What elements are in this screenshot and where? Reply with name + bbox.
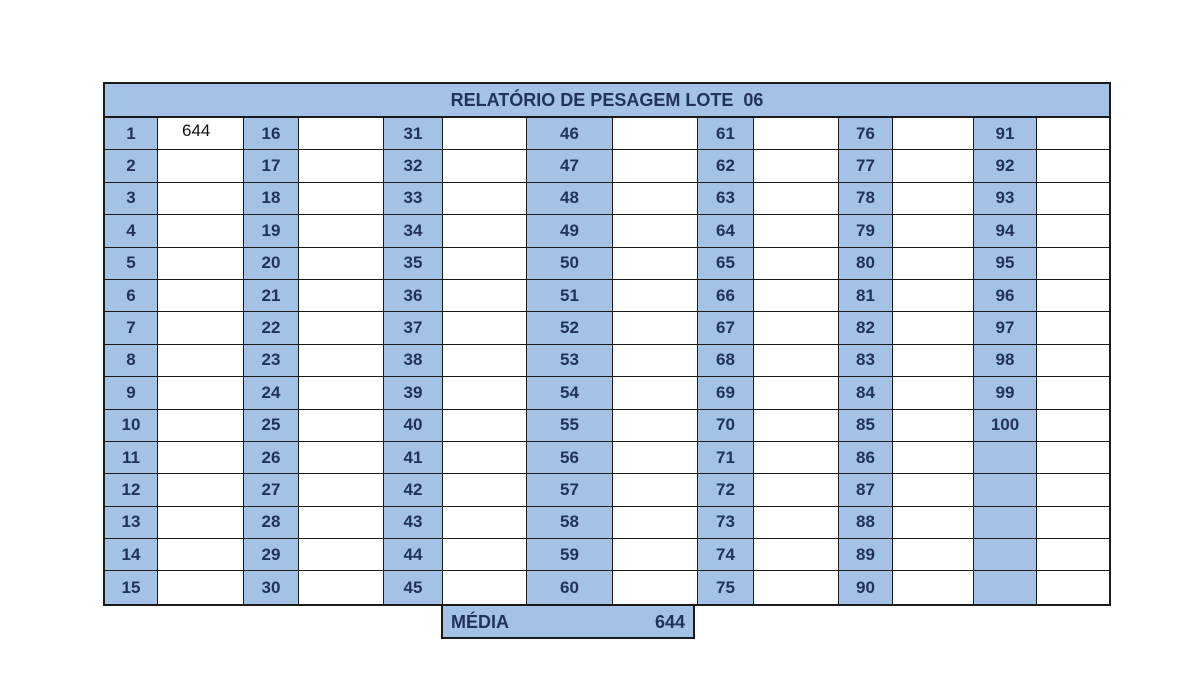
animal-number-cell: 77: [839, 150, 893, 182]
weight-value-cell[interactable]: [299, 571, 384, 603]
animal-number-cell: 10: [105, 410, 158, 442]
animal-number-cell: 62: [698, 150, 754, 182]
animal-number-cell: 38: [384, 345, 443, 377]
animal-number-cell: 85: [839, 410, 893, 442]
animal-number-cell: 22: [244, 312, 299, 344]
weight-value-cell[interactable]: [893, 442, 974, 474]
weight-value-cell[interactable]: [754, 507, 839, 539]
weight-value-cell[interactable]: [158, 539, 244, 571]
animal-number-cell: 51: [527, 280, 613, 312]
weight-value-cell[interactable]: [754, 474, 839, 506]
weight-value-cell[interactable]: [158, 345, 244, 377]
animal-number-cell: 59: [527, 539, 613, 571]
animal-number-cell: 97: [974, 312, 1037, 344]
weight-value-cell[interactable]: [893, 377, 974, 409]
animal-number-cell: 55: [527, 410, 613, 442]
weight-value-cell[interactable]: [158, 215, 244, 247]
animal-number-cell: 2: [105, 150, 158, 182]
weight-value-cell[interactable]: [754, 442, 839, 474]
weight-value-cell[interactable]: [754, 312, 839, 344]
weight-value-cell[interactable]: [1037, 312, 1109, 344]
weight-value-cell[interactable]: [158, 474, 244, 506]
weight-value-cell[interactable]: [443, 539, 527, 571]
animal-number-cell: 15: [105, 571, 158, 603]
weight-value-cell[interactable]: [613, 183, 698, 215]
animal-number-cell: 64: [698, 215, 754, 247]
weight-value-cell[interactable]: [613, 345, 698, 377]
weight-value-cell[interactable]: [613, 474, 698, 506]
animal-number-cell: 13: [105, 507, 158, 539]
weight-value-cell[interactable]: [299, 377, 384, 409]
average-summary: [441, 604, 695, 639]
weight-value-cell[interactable]: [299, 474, 384, 506]
animal-number-cell: 24: [244, 377, 299, 409]
weight-value-cell[interactable]: [158, 410, 244, 442]
animal-number-cell: 19: [244, 215, 299, 247]
weight-value-cell[interactable]: [754, 410, 839, 442]
weight-value-cell[interactable]: [443, 377, 527, 409]
animal-number-cell: 61: [698, 118, 754, 150]
empty-number-cell: [974, 474, 1037, 506]
animal-number-cell: 94: [974, 215, 1037, 247]
weighing-report-sheet: [103, 82, 1111, 606]
animal-number-cell: 9: [105, 377, 158, 409]
weight-value-cell[interactable]: [299, 150, 384, 182]
animal-number-cell: 72: [698, 474, 754, 506]
animal-number-cell: 81: [839, 280, 893, 312]
weight-value-cell[interactable]: [613, 215, 698, 247]
animal-number-cell: 56: [527, 442, 613, 474]
animal-number-cell: 36: [384, 280, 443, 312]
animal-number-cell: 65: [698, 248, 754, 280]
animal-number-cell: 80: [839, 248, 893, 280]
weight-value-cell[interactable]: [893, 150, 974, 182]
animal-number-cell: 54: [527, 377, 613, 409]
weight-value-cell[interactable]: [299, 118, 384, 150]
animal-number-cell: 98: [974, 345, 1037, 377]
animal-number-cell: 78: [839, 183, 893, 215]
animal-number-cell: 90: [839, 571, 893, 603]
animal-number-cell: 41: [384, 442, 443, 474]
weight-value-cell[interactable]: [443, 280, 527, 312]
weight-value-cell[interactable]: [893, 410, 974, 442]
weight-value-cell[interactable]: [299, 442, 384, 474]
weight-value-cell[interactable]: [893, 507, 974, 539]
animal-number-cell: 86: [839, 442, 893, 474]
animal-number-cell: 74: [698, 539, 754, 571]
weight-value-cell[interactable]: [754, 248, 839, 280]
weight-value-cell[interactable]: [754, 345, 839, 377]
weight-value-cell[interactable]: [158, 442, 244, 474]
weight-value-cell[interactable]: [613, 248, 698, 280]
weight-value-cell[interactable]: [158, 571, 244, 603]
animal-number-cell: 18: [244, 183, 299, 215]
animal-number-cell: 71: [698, 442, 754, 474]
animal-number-cell: 20: [244, 248, 299, 280]
animal-number-cell: 91: [974, 118, 1037, 150]
weight-value-cell[interactable]: [1037, 150, 1109, 182]
animal-number-cell: 49: [527, 215, 613, 247]
animal-number-cell: 52: [527, 312, 613, 344]
weight-value-cell[interactable]: [893, 474, 974, 506]
weight-value-cell[interactable]: [299, 410, 384, 442]
animal-number-cell: 26: [244, 442, 299, 474]
animal-number-cell: 17: [244, 150, 299, 182]
animal-number-cell: 32: [384, 150, 443, 182]
animal-number-cell: 73: [698, 507, 754, 539]
animal-number-cell: 96: [974, 280, 1037, 312]
weight-value-cell[interactable]: [443, 150, 527, 182]
average-label: MÉDIA: [451, 612, 509, 632]
weight-value-cell[interactable]: [443, 248, 527, 280]
weight-value-cell[interactable]: [443, 345, 527, 377]
weight-value-cell[interactable]: [613, 442, 698, 474]
animal-number-cell: 100: [974, 410, 1037, 442]
animal-number-cell: 99: [974, 377, 1037, 409]
animal-number-cell: 87: [839, 474, 893, 506]
animal-number-cell: 11: [105, 442, 158, 474]
empty-number-cell: [974, 507, 1037, 539]
animal-number-cell: 21: [244, 280, 299, 312]
weight-value-cell[interactable]: [299, 215, 384, 247]
report-title: RELATÓRIO DE PESAGEM LOTE 06: [105, 84, 1109, 118]
animal-number-cell: 8: [105, 345, 158, 377]
weight-value-cell[interactable]: [158, 312, 244, 344]
weight-value-cell[interactable]: [893, 280, 974, 312]
weight-value-cell[interactable]: [893, 248, 974, 280]
animal-number-cell: 83: [839, 345, 893, 377]
weight-value-cell[interactable]: [1037, 215, 1109, 247]
weight-value-cell[interactable]: [443, 312, 527, 344]
animal-number-cell: 60: [527, 571, 613, 603]
weight-value-cell[interactable]: [754, 280, 839, 312]
animal-number-cell: 45: [384, 571, 443, 603]
weight-value-cell[interactable]: [299, 539, 384, 571]
animal-number-cell: 43: [384, 507, 443, 539]
animal-number-cell: 68: [698, 345, 754, 377]
weight-value-cell[interactable]: [299, 345, 384, 377]
animal-number-cell: 3: [105, 183, 158, 215]
weight-value-cell[interactable]: [893, 215, 974, 247]
animal-number-cell: 30: [244, 571, 299, 603]
weight-value-cell[interactable]: [893, 539, 974, 571]
empty-number-cell: [974, 571, 1037, 603]
animal-number-cell: 47: [527, 150, 613, 182]
weight-value-cell[interactable]: [613, 410, 698, 442]
weight-value-cell[interactable]: [1037, 345, 1109, 377]
animal-number-cell: 75: [698, 571, 754, 603]
animal-number-cell: 40: [384, 410, 443, 442]
animal-number-cell: 16: [244, 118, 299, 150]
animal-number-cell: 84: [839, 377, 893, 409]
weight-value-cell[interactable]: [893, 312, 974, 344]
weight-value-cell[interactable]: [754, 150, 839, 182]
weight-value-cell[interactable]: [893, 571, 974, 603]
animal-number-cell: 39: [384, 377, 443, 409]
weight-value-cell[interactable]: [443, 442, 527, 474]
weight-value-cell[interactable]: [1037, 410, 1109, 442]
animal-number-cell: 5: [105, 248, 158, 280]
weight-value-cell[interactable]: [1037, 571, 1109, 603]
animal-number-cell: 70: [698, 410, 754, 442]
weight-value-cell[interactable]: [754, 215, 839, 247]
weight-value-cell[interactable]: [158, 377, 244, 409]
weight-value-cell[interactable]: [158, 248, 244, 280]
weight-value-cell[interactable]: [1037, 248, 1109, 280]
weight-value-cell[interactable]: [613, 377, 698, 409]
weight-value-cell[interactable]: [443, 571, 527, 603]
animal-number-cell: 25: [244, 410, 299, 442]
animal-number-cell: 28: [244, 507, 299, 539]
animal-number-cell: 34: [384, 215, 443, 247]
animal-number-cell: 44: [384, 539, 443, 571]
weight-value-cell[interactable]: [443, 507, 527, 539]
animal-number-cell: 66: [698, 280, 754, 312]
weight-value-cell[interactable]: [613, 571, 698, 603]
weight-value-cell[interactable]: [613, 118, 698, 150]
animal-number-cell: 50: [527, 248, 613, 280]
animal-number-cell: 67: [698, 312, 754, 344]
animal-number-cell: 93: [974, 183, 1037, 215]
weight-value-cell[interactable]: [613, 312, 698, 344]
weight-value-cell[interactable]: [754, 571, 839, 603]
weight-value-cell[interactable]: [299, 312, 384, 344]
weight-value-cell[interactable]: [1037, 118, 1109, 150]
animal-number-cell: 79: [839, 215, 893, 247]
weight-value-cell[interactable]: [1037, 280, 1109, 312]
weight-value-cell[interactable]: [754, 183, 839, 215]
weight-value-cell[interactable]: [443, 410, 527, 442]
animal-number-cell: 95: [974, 248, 1037, 280]
weight-value-cell[interactable]: [158, 150, 244, 182]
weight-value-cell[interactable]: [754, 118, 839, 150]
weight-value-cell[interactable]: [754, 377, 839, 409]
weight-value-cell[interactable]: [443, 183, 527, 215]
empty-number-cell: [974, 442, 1037, 474]
weight-value-cell[interactable]: [893, 345, 974, 377]
animal-number-cell: 88: [839, 507, 893, 539]
animal-number-cell: 31: [384, 118, 443, 150]
weight-value-cell[interactable]: [613, 539, 698, 571]
animal-number-cell: 82: [839, 312, 893, 344]
animal-number-cell: 37: [384, 312, 443, 344]
animal-number-cell: 92: [974, 150, 1037, 182]
weight-value-cell[interactable]: [1037, 377, 1109, 409]
animal-number-cell: 6: [105, 280, 158, 312]
weight-value-cell[interactable]: [754, 539, 839, 571]
animal-number-cell: 7: [105, 312, 158, 344]
animal-number-cell: 76: [839, 118, 893, 150]
weight-value-cell[interactable]: [1037, 507, 1109, 539]
weight-value-cell[interactable]: [613, 150, 698, 182]
animal-number-cell: 42: [384, 474, 443, 506]
weight-value-cell[interactable]: [613, 280, 698, 312]
weight-value-cell[interactable]: [158, 507, 244, 539]
animal-number-cell: 1: [105, 118, 158, 150]
weighing-grid: [105, 118, 1109, 604]
weight-value-cell[interactable]: [443, 474, 527, 506]
weight-value-cell[interactable]: [299, 248, 384, 280]
weight-value-cell[interactable]: [299, 183, 384, 215]
weight-value-cell[interactable]: [893, 118, 974, 150]
weight-value-cell[interactable]: [158, 183, 244, 215]
weight-value-cell[interactable]: [299, 507, 384, 539]
animal-number-cell: 69: [698, 377, 754, 409]
weight-value-cell[interactable]: [299, 280, 384, 312]
animal-number-cell: 33: [384, 183, 443, 215]
weight-value-cell[interactable]: [443, 118, 527, 150]
animal-number-cell: 12: [105, 474, 158, 506]
animal-number-cell: 27: [244, 474, 299, 506]
empty-number-cell: [974, 539, 1037, 571]
animal-number-cell: 63: [698, 183, 754, 215]
animal-number-cell: 57: [527, 474, 613, 506]
animal-number-cell: 48: [527, 183, 613, 215]
animal-number-cell: 46: [527, 118, 613, 150]
average-value: 644: [654, 612, 685, 632]
weight-value-cell[interactable]: [1037, 183, 1109, 215]
weight-value-cell[interactable]: [613, 507, 698, 539]
animal-number-cell: 14: [105, 539, 158, 571]
weight-value-cell[interactable]: [443, 215, 527, 247]
animal-number-cell: 53: [527, 345, 613, 377]
animal-number-cell: 29: [244, 539, 299, 571]
weight-value-cell[interactable]: 644: [158, 118, 244, 150]
weight-value-cell[interactable]: [158, 280, 244, 312]
weight-value-cell[interactable]: [1037, 442, 1109, 474]
animal-number-cell: 35: [384, 248, 443, 280]
animal-number-cell: 4: [105, 215, 158, 247]
weight-value-cell[interactable]: [1037, 474, 1109, 506]
weight-value-cell[interactable]: [893, 183, 974, 215]
animal-number-cell: 58: [527, 507, 613, 539]
animal-number-cell: 23: [244, 345, 299, 377]
weight-value-cell[interactable]: [1037, 539, 1109, 571]
animal-number-cell: 89: [839, 539, 893, 571]
